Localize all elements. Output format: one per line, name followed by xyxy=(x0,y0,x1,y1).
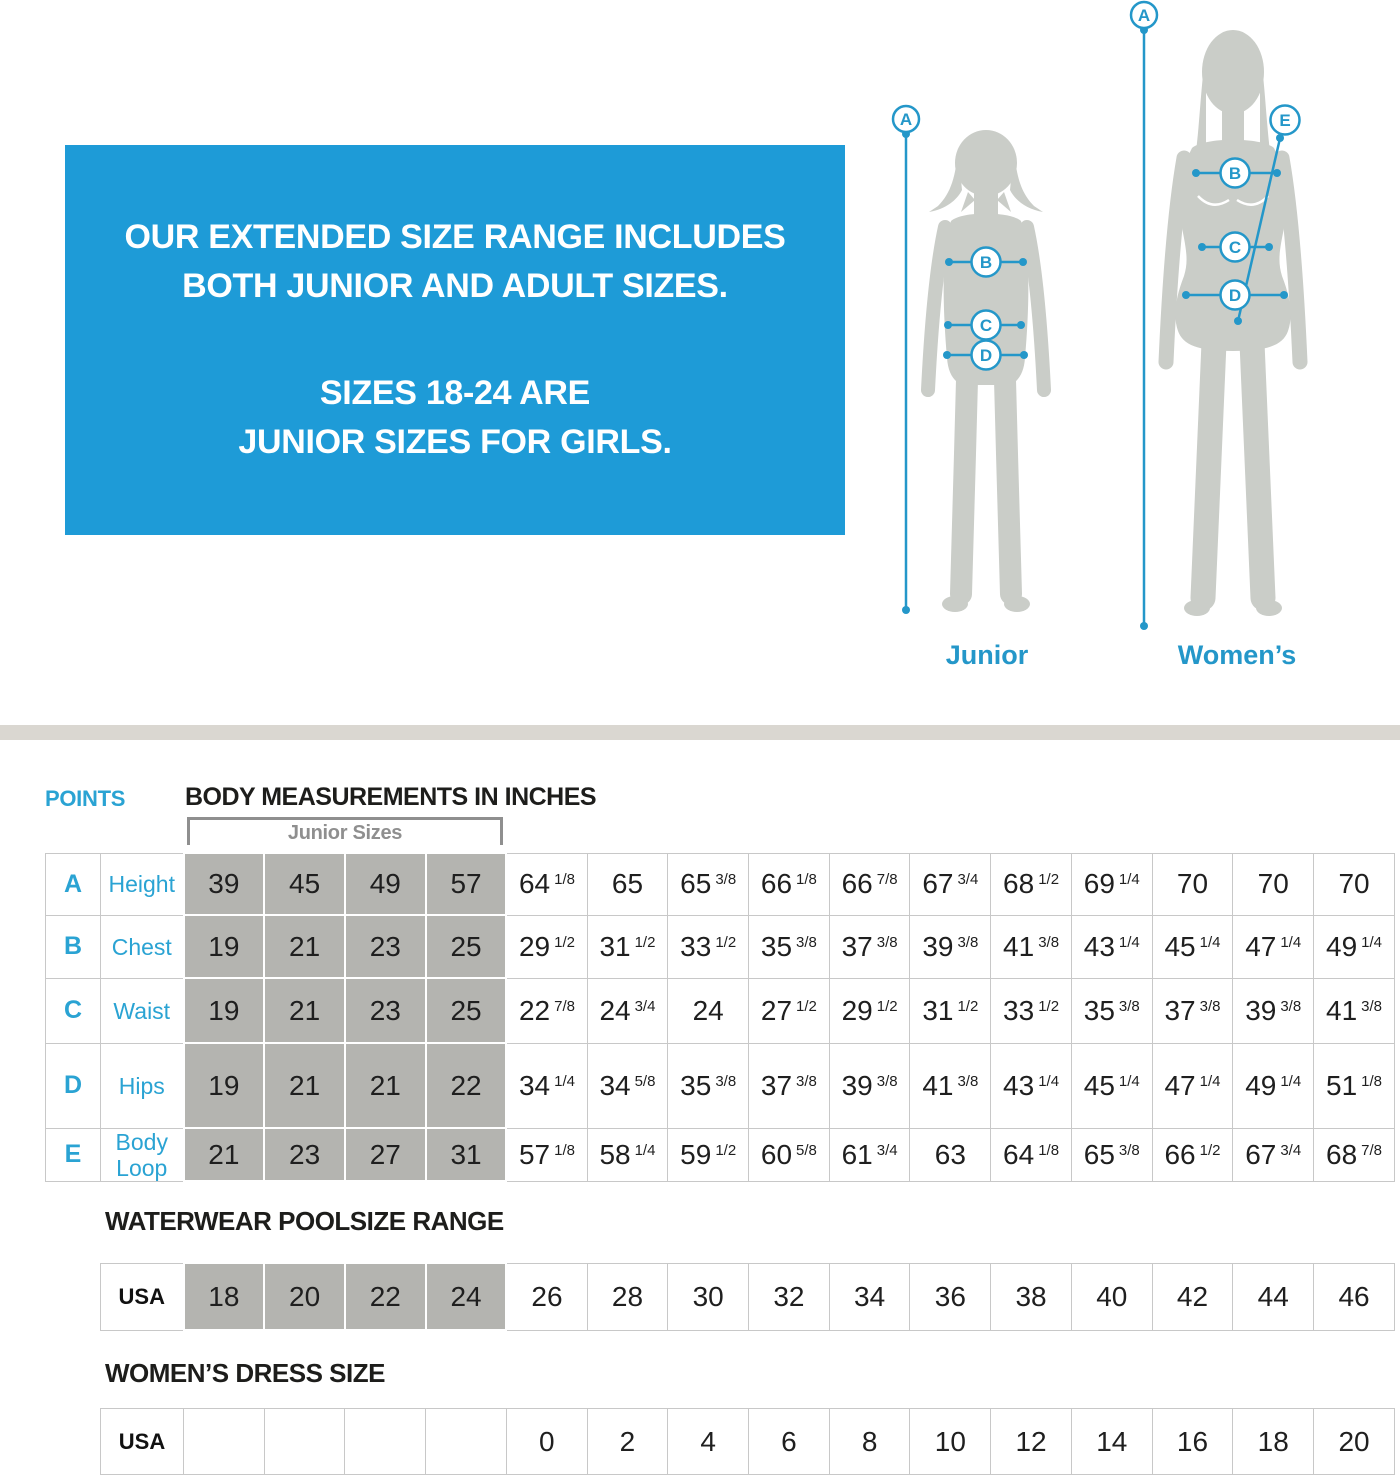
size-value-cell: 20 xyxy=(264,1263,345,1330)
womens-figure-label: Women’s xyxy=(1177,640,1297,670)
size-value-cell: 32 xyxy=(749,1263,830,1330)
point-name-cell: Body Loop xyxy=(101,1128,184,1181)
junior-point-a-label: A xyxy=(899,110,913,129)
measurement-value-cell: 19 xyxy=(184,1043,265,1128)
measurement-value-cell: 21 xyxy=(345,1043,426,1128)
measurement-value-cell: 27 $^{1/2}$ xyxy=(749,978,830,1043)
point-name-cell: Waist xyxy=(101,978,184,1043)
measurement-value-cell: 34 $^{5/8}$ xyxy=(587,1043,668,1128)
size-value-cell: 0 xyxy=(506,1409,587,1475)
dress-size-heading: WOMEN’S DRESS SIZE xyxy=(105,1358,385,1388)
measurement-value-cell: 45 xyxy=(264,853,345,915)
measurement-value-cell: 22 $^{7/8}$ xyxy=(506,978,587,1043)
measurement-value-cell: 51 $^{1/8}$ xyxy=(1314,1043,1395,1128)
womens-point-c-label: C xyxy=(1228,238,1242,257)
womens-point-b-label: B xyxy=(1228,164,1242,183)
measurement-value-cell: 21 xyxy=(184,1128,265,1181)
measurement-value-cell: 21 xyxy=(264,915,345,978)
measurement-value-cell: 37 $^{3/8}$ xyxy=(829,915,910,978)
measurement-value-cell: 21 xyxy=(264,978,345,1043)
measurement-value-cell: 49 $^{1/4}$ xyxy=(1233,1043,1314,1128)
measurement-value-cell: 19 xyxy=(184,915,265,978)
size-value-cell xyxy=(426,1409,507,1475)
measurement-value-cell: 68 $^{1/2}$ xyxy=(991,853,1072,915)
point-letter-cell: C xyxy=(46,978,101,1043)
usa-label-cell: USA xyxy=(101,1409,184,1475)
size-value-cell: 4 xyxy=(668,1409,749,1475)
measurement-value-cell: 33 $^{1/2}$ xyxy=(991,978,1072,1043)
size-value-cell xyxy=(264,1409,345,1475)
measurement-value-cell: 35 $^{3/8}$ xyxy=(1071,978,1152,1043)
measurement-value-cell: 24 xyxy=(668,978,749,1043)
size-value-cell xyxy=(345,1409,426,1475)
banner-line: SIZES 18-24 ARE xyxy=(319,374,591,412)
point-letter-cell: A xyxy=(46,853,101,915)
size-value-cell: 12 xyxy=(991,1409,1072,1475)
body-measurements-heading: BODY MEASUREMENTS IN INCHES xyxy=(185,783,597,811)
measurement-value-cell: 31 xyxy=(426,1128,507,1181)
measurement-value-cell: 67 $^{3/4}$ xyxy=(910,853,991,915)
size-value-cell: 20 xyxy=(1314,1409,1395,1475)
size-value-cell: 30 xyxy=(668,1263,749,1330)
point-letter-cell: D xyxy=(46,1043,101,1128)
junior-point-b-label: B xyxy=(979,253,993,272)
point-letter-cell: E xyxy=(46,1128,101,1181)
measurement-value-cell: 63 xyxy=(910,1128,991,1181)
measurement-value-cell: 65 $^{3/8}$ xyxy=(668,853,749,915)
measurement-value-cell: 45 $^{1/4}$ xyxy=(1071,1043,1152,1128)
measurement-value-cell: 49 xyxy=(345,853,426,915)
measurement-value-cell: 37 $^{3/8}$ xyxy=(749,1043,830,1128)
dress-size-row xyxy=(101,1409,1395,1475)
measurement-value-cell: 39 $^{3/8}$ xyxy=(829,1043,910,1128)
measurement-value-cell: 41 $^{3/8}$ xyxy=(910,1043,991,1128)
measurement-value-cell: 37 $^{3/8}$ xyxy=(1152,978,1233,1043)
measurement-value-cell: 66 $^{7/8}$ xyxy=(829,853,910,915)
measurement-value-cell: 41 $^{3/8}$ xyxy=(1314,978,1395,1043)
measurement-value-cell: 47 $^{1/4}$ xyxy=(1152,1043,1233,1128)
measurement-value-cell: 45 $^{1/4}$ xyxy=(1152,915,1233,978)
measurement-value-cell: 57 xyxy=(426,853,507,915)
junior-sizes-bracket-label: Junior Sizes xyxy=(287,822,403,844)
measurement-value-cell: 22 xyxy=(426,1043,507,1128)
poolsize-table xyxy=(100,1262,1395,1331)
measurement-value-cell: 66 $^{1/2}$ xyxy=(1152,1128,1233,1181)
size-value-cell: 28 xyxy=(587,1263,668,1330)
measurement-value-cell: 69 $^{1/4}$ xyxy=(1071,853,1152,915)
point-name-cell: Chest xyxy=(101,915,184,978)
measurement-value-cell: 31 $^{1/2}$ xyxy=(910,978,991,1043)
measurement-value-cell: 65 xyxy=(587,853,668,915)
measurement-value-cell: 21 xyxy=(264,1043,345,1128)
measurement-value-cell: 70 xyxy=(1314,853,1395,915)
info-banner xyxy=(65,145,845,535)
size-value-cell: 6 xyxy=(749,1409,830,1475)
measurement-value-cell: 60 $^{5/8}$ xyxy=(749,1128,830,1181)
size-value-cell: 40 xyxy=(1071,1263,1152,1330)
measurement-value-cell: 49 $^{1/4}$ xyxy=(1314,915,1395,978)
measurement-value-cell: 29 $^{1/2}$ xyxy=(506,915,587,978)
junior-figure-label: Junior xyxy=(945,640,1029,670)
banner-line: OUR EXTENDED SIZE RANGE INCLUDES xyxy=(124,218,786,256)
measurement-value-cell: 43 $^{1/4}$ xyxy=(991,1043,1072,1128)
measurement-row-e xyxy=(46,1128,1395,1181)
section-divider xyxy=(0,725,1400,740)
size-value-cell: 22 xyxy=(345,1263,426,1330)
size-value-cell: 34 xyxy=(829,1263,910,1330)
junior-point-d-label: D xyxy=(979,346,993,365)
measurement-value-cell: 64 $^{1/8}$ xyxy=(991,1128,1072,1181)
measurement-value-cell: 29 $^{1/2}$ xyxy=(829,978,910,1043)
measurement-value-cell: 23 xyxy=(345,915,426,978)
size-value-cell: 38 xyxy=(991,1263,1072,1330)
size-value-cell: 42 xyxy=(1152,1263,1233,1330)
measurement-row-a xyxy=(46,853,1395,915)
measurement-value-cell: 70 xyxy=(1233,853,1314,915)
measurement-value-cell: 39 xyxy=(184,853,265,915)
measurement-value-cell: 68 $^{7/8}$ xyxy=(1314,1128,1395,1181)
measurement-value-cell: 57 $^{1/8}$ xyxy=(506,1128,587,1181)
measurement-value-cell: 61 $^{3/4}$ xyxy=(829,1128,910,1181)
measurement-value-cell: 35 $^{3/8}$ xyxy=(668,1043,749,1128)
size-value-cell: 18 xyxy=(184,1263,265,1330)
measurement-value-cell: 58 $^{1/4}$ xyxy=(587,1128,668,1181)
size-value-cell: 44 xyxy=(1233,1263,1314,1330)
measurement-value-cell: 65 $^{3/8}$ xyxy=(1071,1128,1152,1181)
measurement-value-cell: 25 xyxy=(426,978,507,1043)
measurement-value-cell: 23 xyxy=(264,1128,345,1181)
junior-point-c-label: C xyxy=(979,316,993,335)
measurement-value-cell: 39 $^{3/8}$ xyxy=(1233,978,1314,1043)
measurement-value-cell: 41 $^{3/8}$ xyxy=(991,915,1072,978)
measurement-value-cell: 70 xyxy=(1152,853,1233,915)
poolsize-row xyxy=(101,1263,1395,1330)
womens-point-e-label: E xyxy=(1279,111,1291,130)
measurement-value-cell: 24 $^{3/4}$ xyxy=(587,978,668,1043)
junior-sizes-bracket xyxy=(187,817,503,845)
measurement-value-cell: 59 $^{1/2}$ xyxy=(668,1128,749,1181)
measurement-value-cell: 66 $^{1/8}$ xyxy=(749,853,830,915)
measurement-row-d xyxy=(46,1043,1395,1128)
size-value-cell: 2 xyxy=(587,1409,668,1475)
size-value-cell xyxy=(184,1409,265,1475)
size-value-cell: 36 xyxy=(910,1263,991,1330)
measurement-row-c xyxy=(46,978,1395,1043)
banner-line: JUNIOR SIZES FOR GIRLS. xyxy=(238,423,672,461)
poolsize-heading: WATERWEAR POOLSIZE RANGE xyxy=(105,1206,504,1236)
banner-group-1 xyxy=(124,213,785,311)
size-value-cell: 26 xyxy=(506,1263,587,1330)
point-letter-cell: B xyxy=(46,915,101,978)
point-name-cell: Height xyxy=(101,853,184,915)
size-value-cell: 14 xyxy=(1071,1409,1152,1475)
measurement-value-cell: 34 $^{1/4}$ xyxy=(506,1043,587,1128)
size-value-cell: 18 xyxy=(1233,1409,1314,1475)
banner-line: BOTH JUNIOR AND ADULT SIZES. xyxy=(182,267,728,305)
dress-size-table xyxy=(100,1408,1395,1475)
womens-point-a-label: A xyxy=(1137,6,1151,25)
measurement-row-b xyxy=(46,915,1395,978)
measurement-value-cell: 64 $^{1/8}$ xyxy=(506,853,587,915)
usa-label-cell: USA xyxy=(101,1263,184,1330)
measurement-value-cell: 19 xyxy=(184,978,265,1043)
measurement-value-cell: 31 $^{1/2}$ xyxy=(587,915,668,978)
points-heading: POINTS xyxy=(45,786,126,811)
measurement-figures-illustration xyxy=(860,0,1400,700)
measurement-value-cell: 23 xyxy=(345,978,426,1043)
measurement-value-cell: 39 $^{3/8}$ xyxy=(910,915,991,978)
banner-group-2 xyxy=(238,369,671,467)
measurement-value-cell: 33 $^{1/2}$ xyxy=(668,915,749,978)
size-value-cell: 8 xyxy=(829,1409,910,1475)
womens-point-d-label: D xyxy=(1228,286,1242,305)
size-value-cell: 16 xyxy=(1152,1409,1233,1475)
measurement-value-cell: 67 $^{3/4}$ xyxy=(1233,1128,1314,1181)
size-value-cell: 46 xyxy=(1314,1263,1395,1330)
measurement-value-cell: 35 $^{3/8}$ xyxy=(749,915,830,978)
body-measurements-table xyxy=(45,852,1395,1182)
size-value-cell: 10 xyxy=(910,1409,991,1475)
measurement-value-cell: 27 xyxy=(345,1128,426,1181)
measurement-value-cell: 43 $^{1/4}$ xyxy=(1071,915,1152,978)
point-name-cell: Hips xyxy=(101,1043,184,1128)
size-value-cell: 24 xyxy=(426,1263,507,1330)
measurement-value-cell: 47 $^{1/4}$ xyxy=(1233,915,1314,978)
junior-silhouette xyxy=(928,130,1044,612)
measurement-value-cell: 25 xyxy=(426,915,507,978)
